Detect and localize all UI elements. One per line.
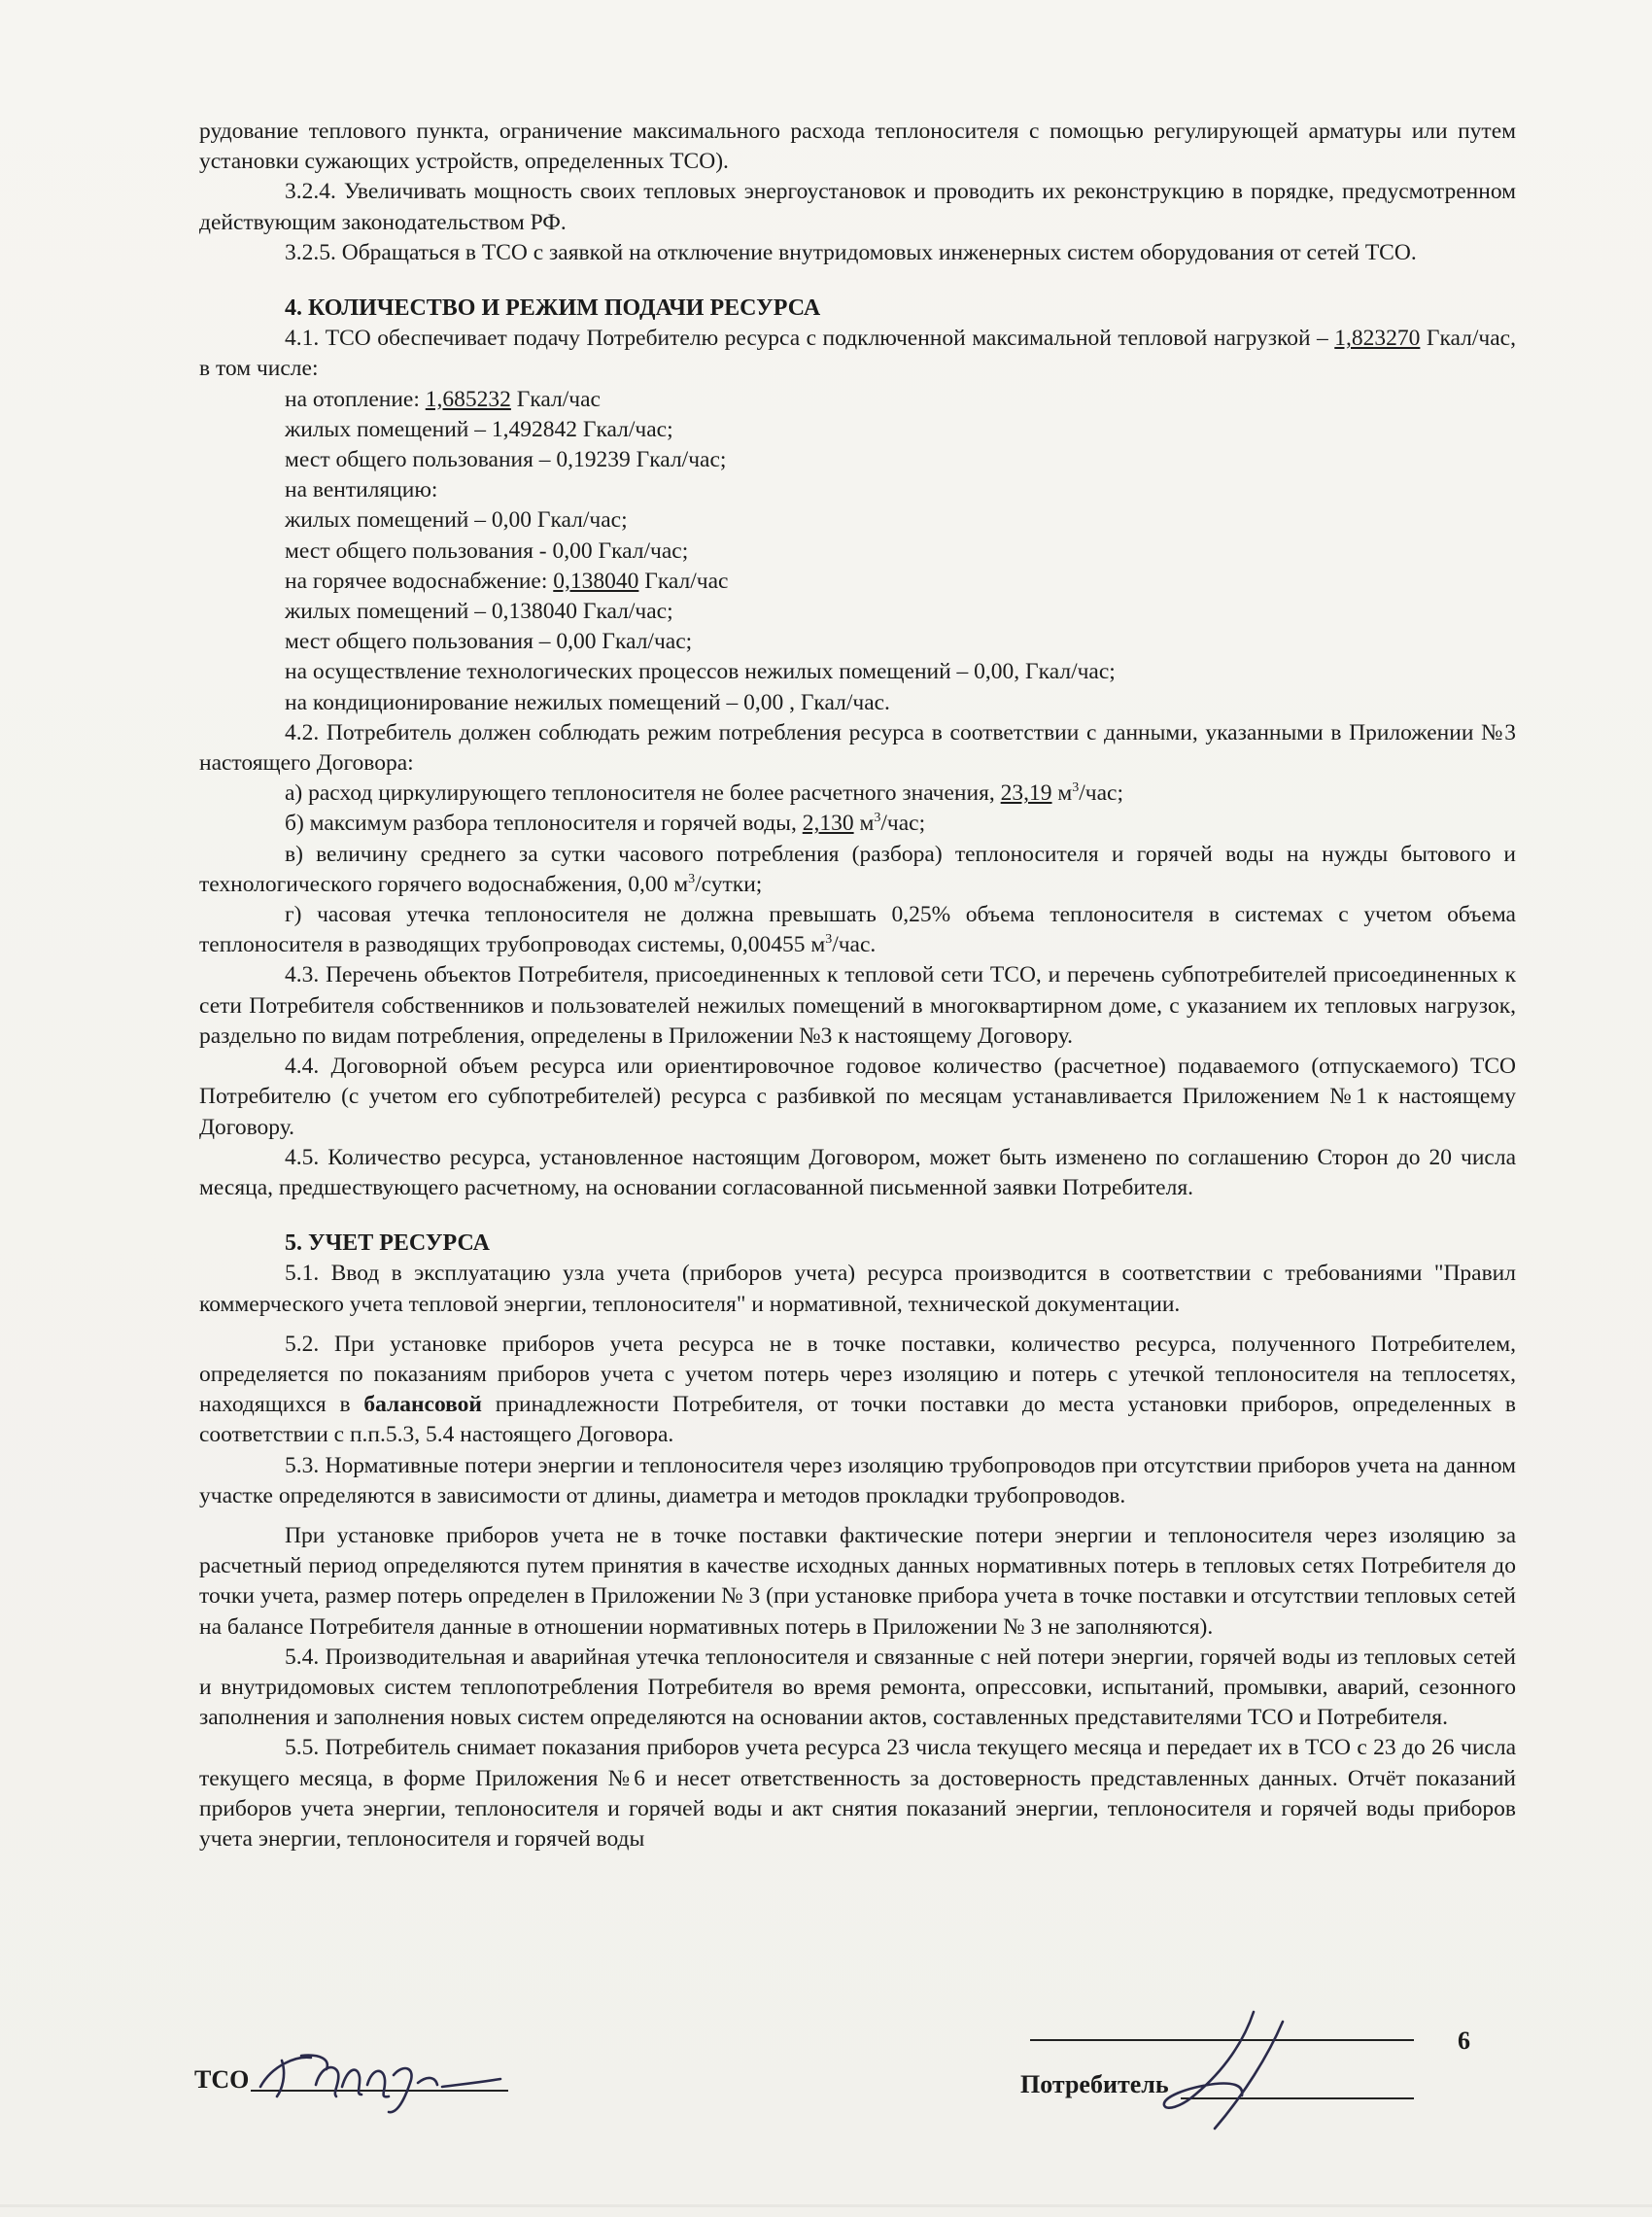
section-4-heading: 4. КОЛИЧЕСТВО И РЕЖИМ ПОДАЧИ РЕСУРСА xyxy=(285,295,821,322)
list-item: мест общего пользования – 0,19239 Гкал/час; xyxy=(285,447,727,473)
paragraph-5-1: 5.1. Ввод в эксплуатацию узла учета (приборов учета) ресурса производится в соответствии с требованиями "Правил коммерческого учета тепловой энергии, теплоносителя" и нормативной, технической документации. xyxy=(199,1261,1516,1317)
regime-item-g: г) часовая утечка теплоносителя не должна превышать 0,25% объема теплоносителя в системах с учетом объема теплоносителя в разводящих трубопроводах системы, 0,00455 $м^3$/час. xyxy=(199,902,1516,958)
paragraph-4-5: 4.5. Количество ресурса, установленное настоящим Договором, может быть изменено по соглашению Сторон до 20 числа месяца, предшествующего расчетному, на основании согласованной письменной заявки Потребителя. xyxy=(199,1144,1516,1200)
paragraph-4-4: 4.4. Договорной объем ресурса или ориентировочное годовое количество (расчетное) подаваемого (отпускаемого) ТСО Потребителю (с учетом его субпотребителей) ресурса с разбивкой по месяцам устанавливается Приложением №1 к настоящему Договору. xyxy=(199,1054,1516,1140)
regime-item-b: б) максимум разбора теплоносителя и горячей воды, 2,130 $м^3$/час; xyxy=(285,811,926,837)
max-load-value: 1,823270 xyxy=(1334,326,1421,352)
consumer-handwritten-signature xyxy=(1137,2002,1302,2138)
paragraph-5-4: 5.4. Производительная и аварийная утечка теплоносителя и связанные с ней потери энергии, горячей воды из тепловых сетей и внутридомовых систем теплопотребления Потребителя во время ремонта, опрессовки, испытаний, промывки, аварий, сезонного заполнения и заполнения новых систем определяются на основании актов, составленных представителями ТСО и Потребителя. xyxy=(199,1644,1516,1731)
page-number: 6 xyxy=(1458,2026,1470,2055)
paragraph-3-2-5: 3.2.5. Обращаться в ТСО с заявкой на отключение внутридомовых инженерных систем оборудования от сетей ТСО. xyxy=(285,239,1417,265)
paragraph-4-3: 4.3. Перечень объектов Потребителя, присоединенных к тепловой сети ТСО, и перечень субпотребителей присоединенных к сети Потребителя собственников и пользователей нежилых помещений в многоквартирном доме, с указанием их тепловых нагрузок, раздельно по видам потребления, определены в Приложении №3 к настоящему Договору. xyxy=(199,962,1516,1049)
list-item: на кондиционирование нежилых помещений – 0,00 , Гкал/час. xyxy=(285,689,890,715)
list-item: жилых помещений – 0,00 Гкал/час; xyxy=(285,507,628,534)
paragraph-4-2: 4.2. Потребитель должен соблюдать режим потребления ресурса в соответствии с данными, указанными в Приложении №3 настоящего Договора: xyxy=(199,719,1516,777)
tso-signature-label: ТСО xyxy=(194,2065,250,2094)
load-breakdown-list xyxy=(199,385,1516,718)
paragraph-5-3-continued: При установке приборов учета не в точке поставки фактические потери энергии и теплоносителя через изоляцию за расчетный период определяются путем принятия в качестве исходных данных нормативных потерь в тепловых сетях Потребителя до точки учета, размер потерь определен в Приложении № 3 (при установке прибора учета в точке поставки и отсутствии тепловых сетей на балансе Потребителя данные в отношении нормативных потерь в Приложении № 3 не заполняются). xyxy=(199,1522,1516,1640)
consumer-signature-label: Потребитель xyxy=(1020,2070,1169,2098)
paragraph-5-3: 5.3. Нормативные потери энергии и теплоносителя через изоляцию трубопроводов при отсутствии приборов учета на данном участке определяются в зависимости от длины, диаметра и методов прокладки трубопроводов. xyxy=(199,1452,1516,1508)
section-5-heading: 5. УЧЕТ РЕСУРСА xyxy=(285,1230,490,1257)
document-body xyxy=(199,117,1516,1854)
paragraph-5-5: 5.5. Потребитель снимает показания приборов учета ресурса 23 числа текущего месяца и передает их в ТСО с 23 до 26 числа текущего месяца, в форме Приложения №6 и несет ответственность за достоверность представленных данных. Отчёт показаний приборов учета энергии, теплоносителя и горячей воды и акт снятия показаний энергии, теплоносителя и горячей воды приборов учета энергии, теплоносителя и горячей воды xyxy=(199,1735,1516,1852)
regime-item-a: а) расход циркулирующего теплоносителя не более расчетного значения, 23,19 $м^3$/час; xyxy=(285,780,1124,807)
list-item: на осуществление технологических процессов нежилых помещений – 0,00, Гкал/час; xyxy=(285,659,1116,685)
list-item: мест общего пользования - 0,00 Гкал/час; xyxy=(285,537,689,564)
regime-list xyxy=(199,779,1516,839)
paragraph-4-1: 4.1. ТСО обеспечивает подачу Потребителю ресурса с подключенной максимальной тепловой нагрузкой – 1,823270 Гкал/час, в том числе: xyxy=(199,326,1516,382)
list-item: жилых помещений – 1,492842 Гкал/час; xyxy=(285,416,673,442)
tso-handwritten-signature xyxy=(243,2026,515,2119)
list-item: жилых помещений – 0,138040 Гкал/час; xyxy=(285,599,673,625)
scan-artifact xyxy=(0,2204,1652,2207)
paragraph-5-2: 5.2. При установке приборов учета ресурса не в точке поставки, количество ресурса, полученного Потребителем, определяется по показаниям приборов учета с учетом потерь через изоляцию и потерь с утечкой теплоносителя на теплосетях, находящихся в балансовой принадлежности Потребителя, от точки поставки до места установки приборов, определенных в соответствии с п.п.5.3, 5.4 настоящего Договора. xyxy=(199,1331,1517,1448)
list-item: на вентиляцию: xyxy=(285,477,438,503)
hot-water-load: на горячее водоснабжение: 0,138040 Гкал/час xyxy=(285,568,729,594)
list-item: мест общего пользования – 0,00 Гкал/час; xyxy=(285,629,693,655)
paragraph-3-2-4: 3.2.4. Увеличивать мощность своих тепловых энергоустановок и проводить их реконструкцию в порядке, предусмотренном действующим законодательством РФ. xyxy=(199,179,1516,235)
heating-load: на отопление: 1,685232 Гкал/час xyxy=(285,386,601,412)
paragraph-continuation: рудование теплового пункта, ограничение максимального расхода теплоносителя с помощью регулирующей арматуры или путем установки сужающих устройств, определенных ТСО). xyxy=(199,119,1516,175)
regime-item-v: в) величину среднего за сутки часового потребления (разбора) теплоносителя и горячей воды на нужды бытового и технологического горячего водоснабжения, 0,00 $м^3$/сутки; xyxy=(199,841,1516,897)
